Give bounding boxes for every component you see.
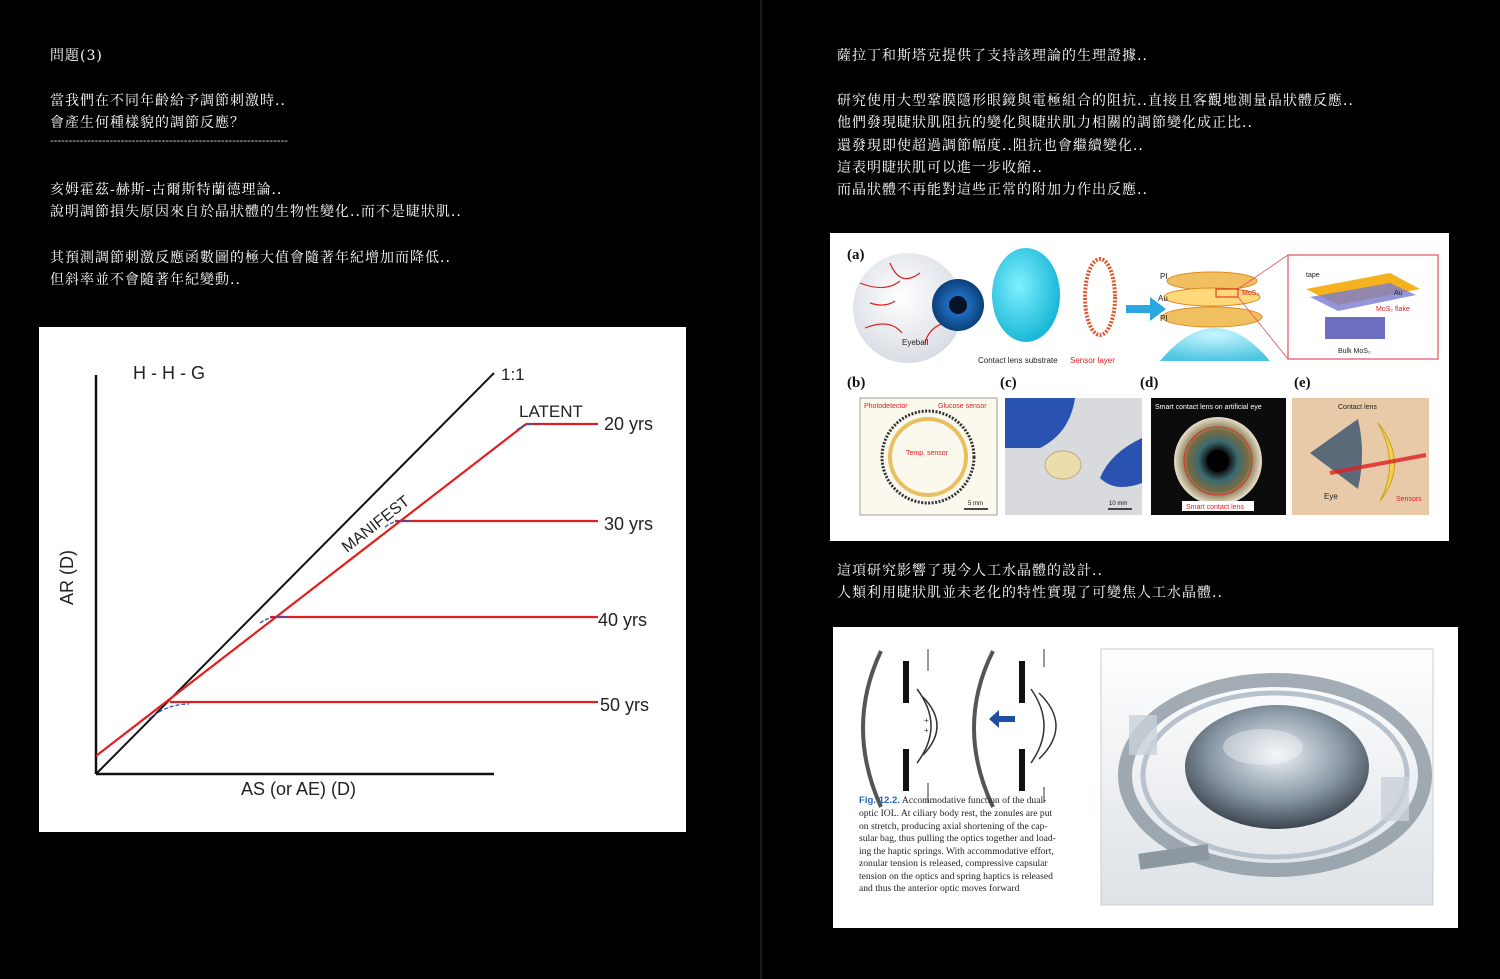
label-sensors: Sensors xyxy=(1396,496,1422,503)
iol-caption: Fig. 12.2. Accommodative function of the dual- optic IOL. At ciliary body rest, the zonules are put on stretch, producing axial shortening of the cap- sular bag, thus pulling the optics together and load- ing the haptic springs. With accommodative effort, zonular tension is released, compressive capsular tension on the optics and spring haptics is released and thus the anterior optic moves forward xyxy=(859,795,1056,894)
svg-text:+: + xyxy=(924,716,929,725)
lens-substrate-illustration xyxy=(992,248,1060,342)
label-mos2: MoS₂ xyxy=(1242,290,1260,297)
label-bulk: Bulk MoS₂ xyxy=(1338,348,1371,355)
layer-pi-2 xyxy=(1162,307,1262,327)
smart-lens-figure xyxy=(830,233,1449,541)
label-flake: MoS₂ flake xyxy=(1376,306,1410,313)
label-temp-sensor: Temp. sensor xyxy=(906,450,949,457)
dashed-divider: ---------------------------------------------------------------- xyxy=(50,134,288,147)
panel-d-label: (d) xyxy=(1140,375,1159,391)
right-page xyxy=(762,0,1500,979)
research-line-2: 他們發現睫狀肌阻抗的變化與睫狀肌力相關的調節變化成正比.. xyxy=(837,115,1253,131)
capsule-left-2 xyxy=(974,651,993,807)
label-au2: Au xyxy=(1394,290,1403,297)
svg-text:+: + xyxy=(924,726,929,735)
label-sensor-layer: Sensor layer xyxy=(1070,356,1115,365)
series-label-20: 20 yrs xyxy=(604,414,654,434)
panel-c-label: (c) xyxy=(1000,375,1017,391)
label-pi-1: PI xyxy=(1160,272,1168,281)
latent-label: LATENT xyxy=(519,402,583,421)
research-line-5: 而晶狀體不再能對這些正常的附加力作出反應.. xyxy=(837,182,1148,198)
label-eye: Eye xyxy=(1324,492,1338,501)
question-line-2: 會產生何種樣貌的調節反應？ xyxy=(50,115,245,131)
label-eyeball: Eyeball xyxy=(902,338,929,347)
theory-line-1: 亥姆霍茲-赫斯-古爾斯特蘭德理論.. xyxy=(50,182,283,198)
panel-e-label: (e) xyxy=(1294,375,1311,391)
panel-a-label: (a) xyxy=(847,247,865,263)
theory-line-2: 說明調節損失原因來自於晶狀體的生物性變化..而不是睫狀肌.. xyxy=(50,204,462,220)
panel-b-label: (b) xyxy=(847,375,866,391)
question-line-1: 當我們在不同年齡給予調節刺激時.. xyxy=(50,93,286,109)
layer-pi-1 xyxy=(1167,272,1257,290)
label-pi-2: PI xyxy=(1160,314,1168,323)
impact-line-1: 這項研究影響了現今人工水晶體的設計.. xyxy=(837,563,1103,579)
inset-box xyxy=(1288,255,1438,359)
label-smart-lens: Smart contact lens xyxy=(1186,504,1244,511)
label-artificial-eye: Smart contact lens on artificial eye xyxy=(1155,404,1262,411)
x-axis-label: AS (or AE) (D) xyxy=(241,779,357,799)
iol-optic xyxy=(1185,705,1369,829)
research-line-4: 這表明睫狀肌可以進一步收縮.. xyxy=(837,160,1043,176)
research-line-3: 還發現即使超過調節幅度..阻抗也會繼續變化.. xyxy=(837,138,1144,154)
scale-c: 10 mm xyxy=(1109,501,1128,507)
prediction-line-1: 其預測調節刺激反應函數圖的極大值會隨著年紀增加而降低.. xyxy=(50,250,451,266)
label-au: Au xyxy=(1158,294,1168,303)
series-label-30: 30 yrs xyxy=(604,514,654,534)
scale-b: 5 mm xyxy=(968,501,983,507)
bulk-mos2 xyxy=(1325,317,1385,339)
prediction-line-2: 但斜率並不會隨著年紀變動.. xyxy=(50,272,241,288)
manifest-line xyxy=(96,424,526,756)
dome-illustration xyxy=(1160,328,1270,361)
sensor-layer-illustration xyxy=(1085,259,1115,335)
label-contact-lens: Contact lens xyxy=(1338,404,1377,411)
one-to-one-label: 1:1 xyxy=(501,365,525,384)
forward-arrow-icon xyxy=(989,710,1015,728)
question-heading: 問題(3) xyxy=(50,48,103,64)
research-line-1: 研究使用大型鞏膜隱形眼鏡與電極組合的阻抗..直接且客觀地測量晶狀體反應.. xyxy=(837,93,1354,109)
capsule-left-1 xyxy=(863,651,881,807)
series-label-40: 40 yrs xyxy=(598,610,648,630)
impact-line-2: 人類利用睫狀肌並未老化的特性實現了可變焦人工水晶體.. xyxy=(837,585,1223,601)
label-substrate: Contact lens substrate xyxy=(978,356,1058,365)
label-tape: tape xyxy=(1306,272,1320,279)
iol-figure xyxy=(833,627,1458,928)
y-axis-label: AR (D) xyxy=(57,550,77,605)
series-label-50: 50 yrs xyxy=(600,695,650,715)
manifest-label: MANIFEST xyxy=(338,492,414,557)
hhg-chart xyxy=(39,327,686,832)
label-photodetector: Photodetector xyxy=(864,403,908,410)
intro-line: 薩拉丁和斯塔克提供了支持該理論的生理證據.. xyxy=(837,48,1148,64)
label-glucose: Glucose sensor xyxy=(938,403,987,410)
chart-title: H - H - G xyxy=(133,363,205,383)
